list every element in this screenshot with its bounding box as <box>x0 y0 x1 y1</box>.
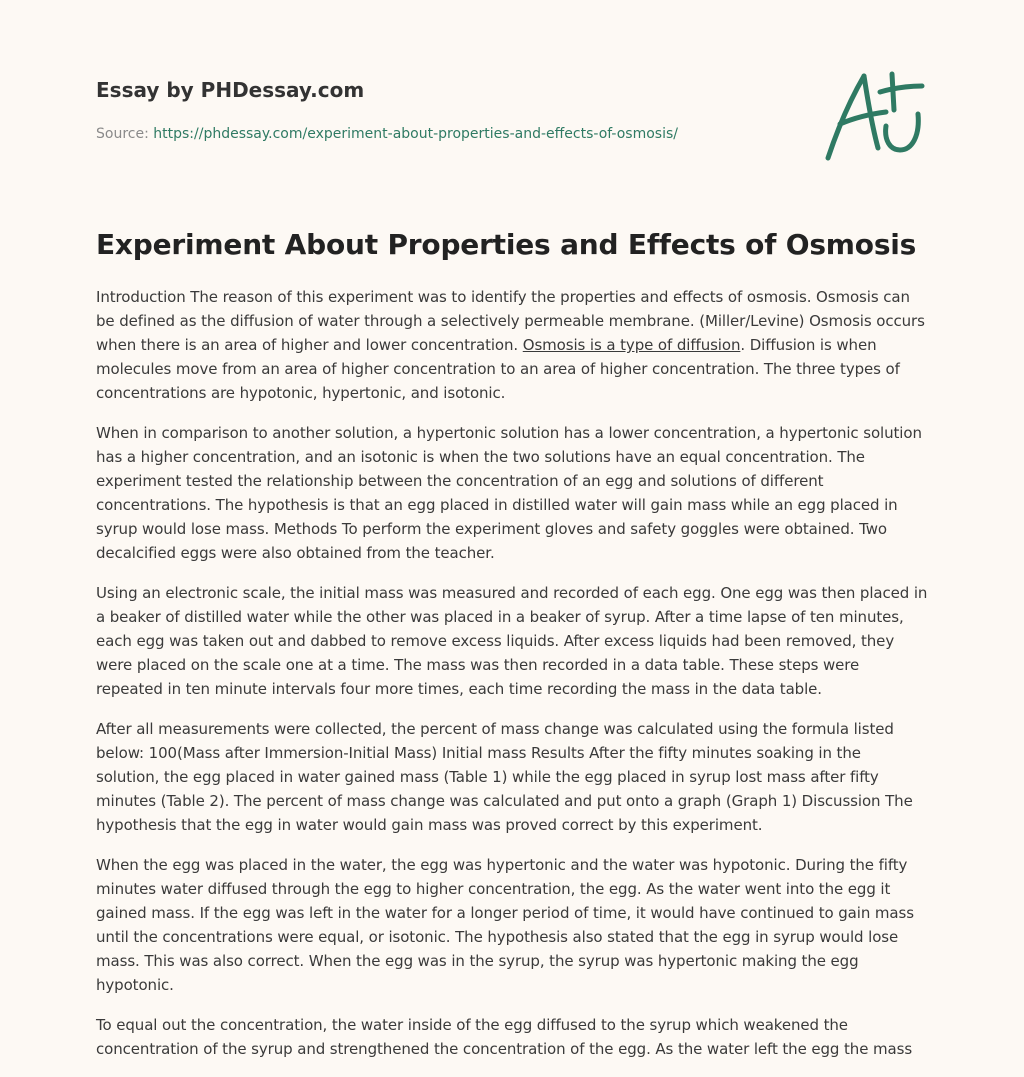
source-label: Source: <box>96 126 149 142</box>
paragraph-1 <box>96 285 928 405</box>
osmosis-diffusion-link[interactable]: Osmosis is a type of diffusion <box>522 336 741 354</box>
paragraph-2: When in comparison to another solution, a hypertonic solution has a lower concentration, a hypertonic solution has a higher concentration, and an isotonic is when the two solutions have an equal concentration. The experiment tested the relationship between the concentration of an egg and solutions of different concentrations. The hypothesis is that an egg placed in distilled water will gain mass while an egg placed in syrup would lose mass. Methods To perform the experiment gloves and safety goggles were obtained. Two decalcified eggs were also obtained from the teacher. <box>96 424 922 562</box>
paragraph-6: To equal out the concentration, the water inside of the egg diffused to the syrup which weakened the concentration of the syrup and strengthened the concentration of the egg. As the water left the egg the mass <box>96 1016 913 1058</box>
paragraph-1-text-start: Introduction The reason of this experiment was to identify the properties and effects of osmosis. Osmosis can be defined as the diffusion of water through a selectively permeable membrane. (Miller/Levine) Osmosis occurs when there is an area of higher and lower concentration. <box>96 288 925 354</box>
article-title: Experiment About Properties and Effects of Osmosis <box>96 228 917 261</box>
paragraph-3: Using an electronic scale, the initial mass was measured and recorded of each egg. One egg was then placed in a beaker of distilled water while the other was placed in a beaker of syrup. After a time lapse of ten minutes, each egg was taken out and dabbed to remove excess liquids. After excess liquids had been removed, they were placed on the scale one at a time. The mass was then recorded in a data table. These steps were repeated in ten minute intervals four more times, each time recording the mass in the data table. <box>96 584 928 698</box>
site-brand: Essay by PHDessay.com <box>96 78 365 102</box>
paragraph-5: When the egg was placed in the water, the egg was hypertonic and the water was hypotonic. During the fifty minutes water diffused through the egg to higher concentration, the egg. As the water went into the egg it gained mass. If the egg was left in the water for a longer period of time, it would have continued to gain mass until the concentrations were equal, or isotonic. The hypothesis also stated that the egg in syrup would lose mass. This was also correct. When the egg was in the syrup, the syrup was hypertonic making the egg hypotonic. <box>96 856 914 994</box>
paragraph-1-text-end: . Diffusion is when molecules move from an area of higher concentration to an area of higher concentration. The three types of concentrations are hypotonic, hypertonic, and isotonic. <box>96 336 900 402</box>
source-link[interactable]: https://phdessay.com/experiment-about-properties-and-effects-of-osmosis/ <box>153 126 678 142</box>
source-line <box>96 124 796 144</box>
article-body <box>96 285 928 1077</box>
page-header <box>96 76 796 144</box>
a-plus-logo <box>822 66 932 166</box>
paragraph-4: After all measurements were collected, the percent of mass change was calculated using the formula listed below: 100(Mass after Immersion-Initial Mass) Initial mass Results After the fifty minutes soaking in the solution, the egg placed in water gained mass (Table 1) while the egg placed in syrup lost mass after fifty minutes (Table 2). The percent of mass change was calculated and put onto a graph (Graph 1) Discussion The hypothesis that the egg in water would gain mass was proved correct by this experiment. <box>96 720 913 834</box>
